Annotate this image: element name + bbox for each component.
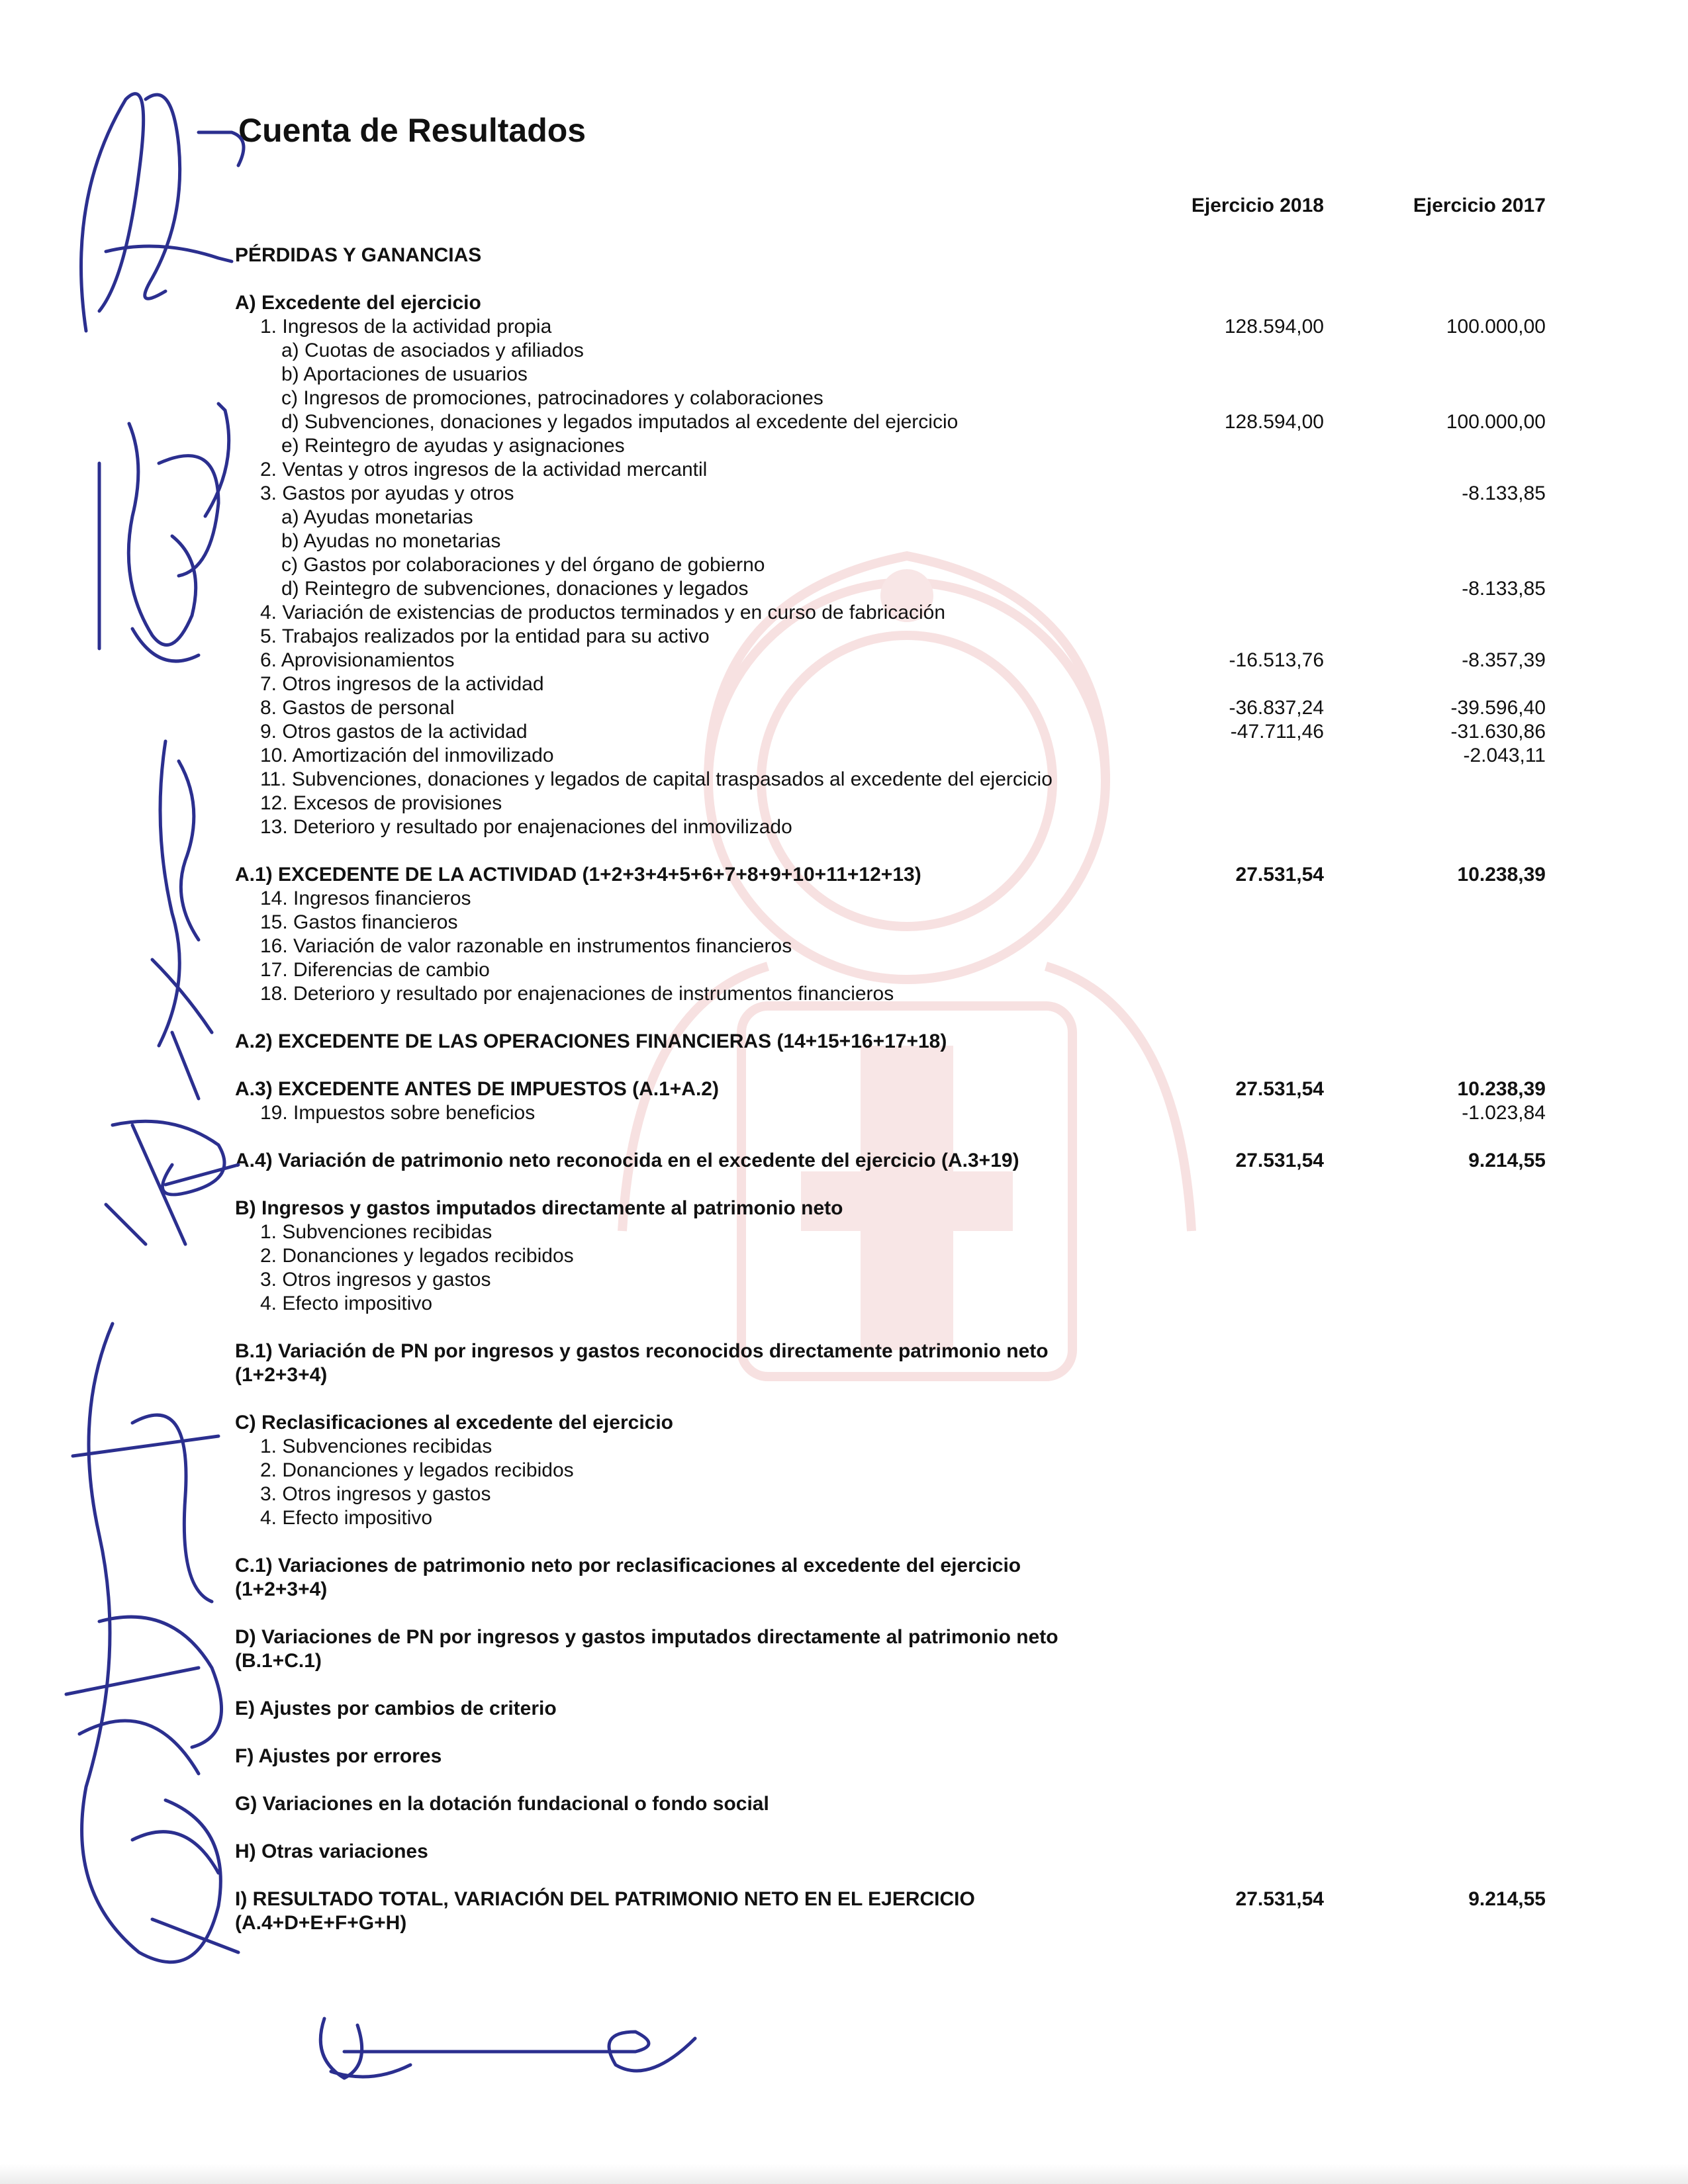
value-2017: -2.043,11 (1463, 745, 1546, 766)
row-label: a) Cuotas de asociados y afiliados (281, 340, 584, 361)
value-2017: 9.214,55 (1468, 1888, 1546, 1910)
statement-row (235, 1292, 1549, 1316)
row-label: 19. Impuestos sobre beneficios (260, 1102, 536, 1124)
row-label: c) Ingresos de promociones, patrocinadores y colaboraciones (281, 387, 823, 409)
statement-row (235, 720, 1549, 744)
statement-row (235, 553, 1549, 577)
value-2018: -36.837,24 (1229, 697, 1324, 719)
statement-row (235, 815, 1549, 839)
income-statement-table (235, 244, 1549, 1935)
statement-row (235, 911, 1549, 934)
row-label: 9. Otros gastos de la actividad (260, 721, 528, 743)
statement-row (235, 1697, 1549, 1721)
value-2017: -1.023,84 (1462, 1102, 1546, 1124)
statement-row (235, 577, 1549, 601)
row-label: B) Ingresos y gastos imputados directamente al patrimonio neto (235, 1197, 843, 1219)
value-2017: -8.133,85 (1462, 482, 1546, 504)
statement-row (235, 1411, 1549, 1435)
value-2017: 100.000,00 (1446, 411, 1546, 433)
row-label: b) Aportaciones de usuarios (281, 363, 528, 385)
statement-row (235, 1482, 1549, 1506)
value-2017: -39.596,40 (1450, 697, 1546, 719)
row-label: 4. Efecto impositivo (260, 1293, 433, 1314)
value-2018: 128.594,00 (1224, 411, 1324, 433)
statement-row (235, 1220, 1549, 1244)
row-label: I) RESULTADO TOTAL, VARIACIÓN DEL PATRIMONIO NETO EN EL EJERCICIO (A.4+D+E+F+G+H) (235, 1888, 975, 1934)
row-label: 12. Excesos de provisiones (260, 792, 502, 814)
statement-row (235, 863, 1549, 887)
value-2017: 10.238,39 (1457, 864, 1546, 886)
row-label: A.3) EXCEDENTE ANTES DE IMPUESTOS (A.1+A.2) (235, 1078, 719, 1100)
row-label: D) Variaciones de PN por ingresos y gastos imputados directamente al patrimonio neto (B.1+C.1) (235, 1626, 1058, 1672)
statement-row (235, 1030, 1549, 1054)
statement-row (235, 1077, 1549, 1101)
statement-row (235, 958, 1549, 982)
statement-row (235, 1340, 1549, 1387)
statement-row (235, 649, 1549, 672)
statement-row (235, 696, 1549, 720)
row-label: 1. Subvenciones recibidas (260, 1221, 492, 1243)
row-label: 4. Variación de existencias de productos terminados y en curso de fabricación (260, 602, 946, 623)
statement-row (235, 982, 1549, 1006)
row-label: 2. Donanciones y legados recibidos (260, 1459, 574, 1481)
value-2018: 27.531,54 (1235, 1888, 1324, 1910)
value-2018: 27.531,54 (1235, 864, 1324, 886)
statement-row (235, 625, 1549, 649)
row-label: E) Ajustes por cambios de criterio (235, 1698, 557, 1719)
row-label: 3. Otros ingresos y gastos (260, 1483, 491, 1505)
row-label: 6. Aprovisionamientos (260, 649, 455, 671)
row-label: H) Otras variaciones (235, 1841, 428, 1862)
statement-row (235, 744, 1549, 768)
statement-row (235, 244, 1549, 267)
statement-row (235, 339, 1549, 363)
row-label: A.4) Variación de patrimonio neto reconocida en el excedente del ejercicio (A.3+19) (235, 1150, 1019, 1171)
statement-row (235, 434, 1549, 458)
column-header-2017: Ejercicio 2017 (1413, 195, 1546, 216)
statement-row (235, 458, 1549, 482)
statement-row (235, 1268, 1549, 1292)
statement-row (235, 1745, 1549, 1768)
statement-row (235, 529, 1549, 553)
row-label: PÉRDIDAS Y GANANCIAS (235, 244, 482, 266)
row-label: 16. Variación de valor razonable en instrumentos financieros (260, 935, 792, 957)
value-2018: -47.711,46 (1230, 721, 1324, 743)
statement-row (235, 1459, 1549, 1482)
statement-row (235, 482, 1549, 506)
statement-row (235, 1840, 1549, 1864)
row-label: 2. Ventas y otros ingresos de la actividad mercantil (260, 459, 708, 480)
row-label: G) Variaciones en la dotación fundacional o fondo social (235, 1793, 769, 1815)
row-label: A.2) EXCEDENTE DE LAS OPERACIONES FINANCIERAS (14+15+16+17+18) (235, 1030, 947, 1052)
statement-row (235, 1554, 1549, 1602)
statement-row (235, 601, 1549, 625)
value-2017: -8.133,85 (1462, 578, 1546, 600)
value-2017: 9.214,55 (1468, 1150, 1546, 1171)
scan-edge (0, 2164, 1688, 2184)
row-label: 10. Amortización del inmovilizado (260, 745, 554, 766)
statement-row (235, 1101, 1549, 1125)
statement-row (235, 363, 1549, 387)
row-label: F) Ajustes por errores (235, 1745, 442, 1767)
row-label: 3. Gastos por ayudas y otros (260, 482, 514, 504)
row-label: b) Ayudas no monetarias (281, 530, 501, 552)
row-label: 4. Efecto impositivo (260, 1507, 433, 1529)
row-label: c) Gastos por colaboraciones y del órgano de gobierno (281, 554, 765, 576)
column-header-2018: Ejercicio 2018 (1191, 195, 1324, 216)
row-label: 1. Subvenciones recibidas (260, 1435, 492, 1457)
row-label: d) Subvenciones, donaciones y legados imputados al excedente del ejercicio (281, 411, 959, 433)
statement-row (235, 1506, 1549, 1530)
statement-row (235, 315, 1549, 339)
row-label: C.1) Variaciones de patrimonio neto por reclasificaciones al excedente del ejercicio (1+2+3+4) (235, 1555, 1021, 1600)
statement-row (235, 887, 1549, 911)
statement-row (235, 1888, 1549, 1935)
row-label: A) Excedente del ejercicio (235, 292, 481, 314)
row-label: 18. Deterioro y resultado por enajenaciones de instrumentos financieros (260, 983, 894, 1005)
value-2017: 100.000,00 (1446, 316, 1546, 338)
statement-row (235, 672, 1549, 696)
row-label: 5. Trabajos realizados por la entidad para su activo (260, 625, 710, 647)
statement-row (235, 768, 1549, 792)
statement-row (235, 934, 1549, 958)
statement-row (235, 1625, 1549, 1673)
row-label: 15. Gastos financieros (260, 911, 458, 933)
row-label: C) Reclasificaciones al excedente del ejercicio (235, 1412, 673, 1433)
page-title: Cuenta de Resultados (238, 112, 586, 149)
row-label: 7. Otros ingresos de la actividad (260, 673, 544, 695)
statement-row (235, 1149, 1549, 1173)
statement-row (235, 506, 1549, 529)
value-2018: -16.513,76 (1229, 649, 1324, 671)
row-label: d) Reintegro de subvenciones, donaciones y legados (281, 578, 749, 600)
value-2017: -31.630,86 (1450, 721, 1546, 743)
statement-row (235, 410, 1549, 434)
row-label: 13. Deterioro y resultado por enajenaciones del inmovilizado (260, 816, 792, 838)
value-2018: 128.594,00 (1224, 316, 1324, 338)
row-label: 3. Otros ingresos y gastos (260, 1269, 491, 1291)
statement-row (235, 291, 1549, 315)
value-2017: 10.238,39 (1457, 1078, 1546, 1100)
row-label: 1. Ingresos de la actividad propia (260, 316, 552, 338)
row-label: e) Reintegro de ayudas y asignaciones (281, 435, 625, 457)
row-label: a) Ayudas monetarias (281, 506, 473, 528)
row-label: A.1) EXCEDENTE DE LA ACTIVIDAD (1+2+3+4+5+6+7+8+9+10+11+12+13) (235, 864, 921, 886)
row-label: 2. Donanciones y legados recibidos (260, 1245, 574, 1267)
row-label: 8. Gastos de personal (260, 697, 455, 719)
statement-row (235, 387, 1549, 410)
value-2018: 27.531,54 (1235, 1078, 1324, 1100)
value-2017: -8.357,39 (1462, 649, 1546, 671)
statement-row (235, 1197, 1549, 1220)
row-label: B.1) Variación de PN por ingresos y gastos reconocidos directamente patrimonio neto (1+2+3+4) (235, 1340, 1049, 1386)
row-label: 11. Subvenciones, donaciones y legados de capital traspasados al excedente del ejercicio (260, 768, 1053, 790)
statement-row (235, 792, 1549, 815)
row-label: 17. Diferencias de cambio (260, 959, 490, 981)
statement-row (235, 1244, 1549, 1268)
statement-row (235, 1792, 1549, 1816)
row-label: 14. Ingresos financieros (260, 887, 471, 909)
statement-row (235, 1435, 1549, 1459)
value-2018: 27.531,54 (1235, 1150, 1324, 1171)
